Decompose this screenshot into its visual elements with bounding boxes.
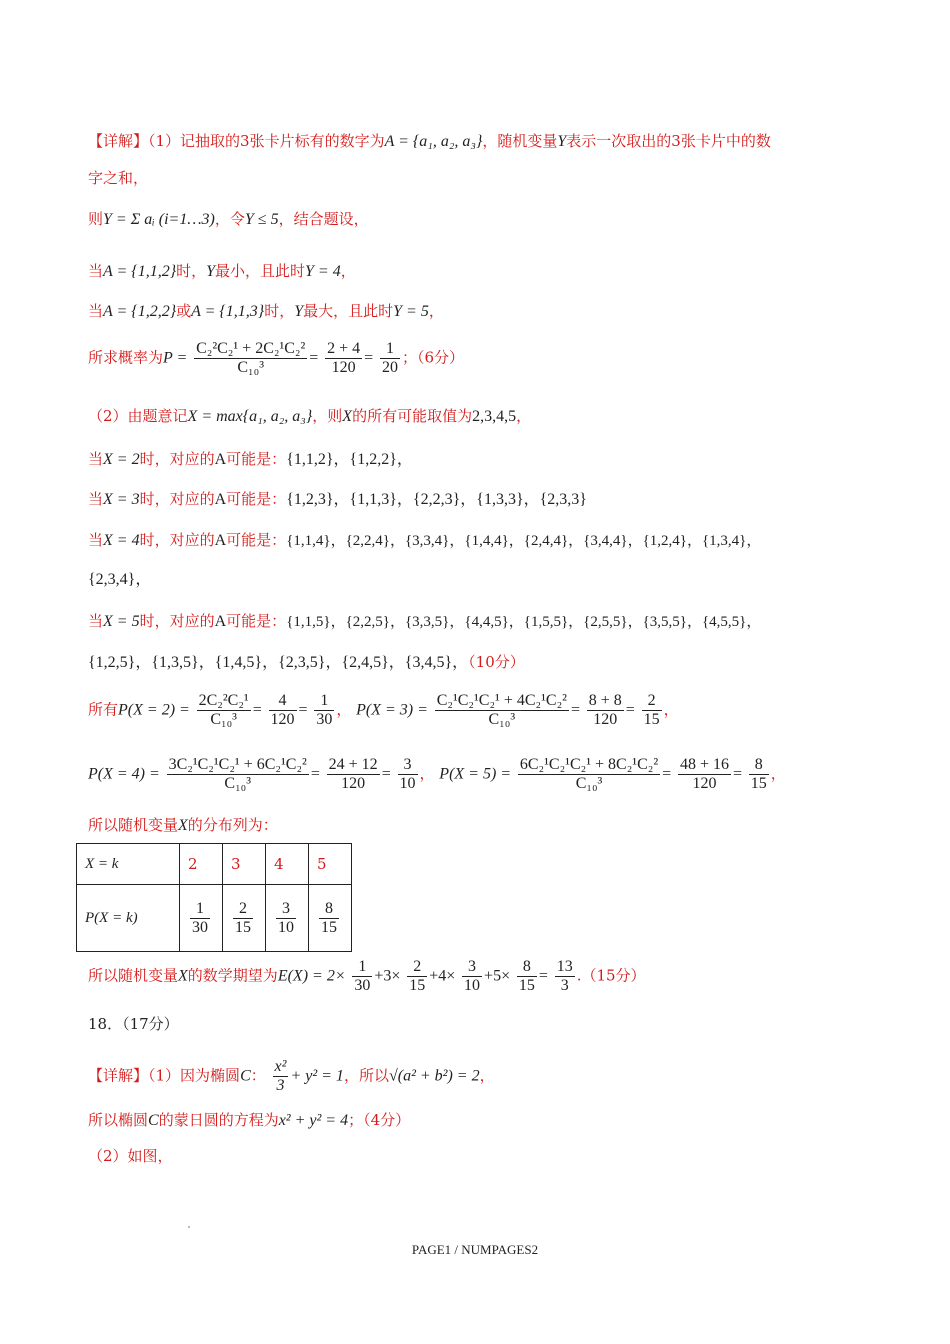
fraction: $\frac{3}{10}$ xyxy=(399,756,416,792)
s1-line-3: 则Y = Σ aᵢ (i=1…3)，令Y ≤ 5，结合题设， xyxy=(88,210,369,228)
fraction: $\frac{48 + 16}{120}$ xyxy=(679,756,729,792)
table-row: X = k 2 3 4 5 xyxy=(77,844,352,885)
fraction: $\frac{8 + 8}{120}$ xyxy=(588,692,622,728)
page-footer: PAGE1 / NUMPAGES2 xyxy=(411,1242,539,1257)
detail-tag: 【详解】 xyxy=(88,132,149,150)
fraction: $\frac{1}{30}$ xyxy=(316,692,333,728)
s1-line-1: 【详解】（1）记抽取的3张卡片标有的数字为A = {a₁, a₂, a₃}，随机变量Y表示一次取出的3张卡片中的数 xyxy=(88,132,771,150)
q18-heading: 18．（17分） xyxy=(88,1015,179,1033)
case-x4: 当X = 4时，对应的A可能是：{1,1,4}，{2,2,4}，{3,3,4}，{1,4,4}，{2,4,4}，{3,4,4}，{1,2,4}，{1,3,4}， xyxy=(88,531,762,549)
case-x3: 当X = 3时，对应的A可能是：{1,2,3}，{1,1,3}，{2,2,3}，{1,3,3}，{2,3,3} xyxy=(88,490,587,508)
case-x5-cont: {1,2,5}，{1,3,5}，{1,4,5}，{2,3,5}，{2,4,5}，{3,4,5}，（10分） xyxy=(88,653,525,671)
dist-intro: 所以随机变量X的分布列为： xyxy=(88,816,278,834)
fraction: $\frac{8}{15}$ xyxy=(750,756,767,792)
table-row: P(X = k) $\frac{1}{30}$ $\frac{2}{15}$ $\frac{3}{10}$ $\frac{8}{15}$ xyxy=(77,885,352,952)
fraction: $\frac{\text{C₂¹C₂¹C₂¹ + 4C₂¹C₂²}}{\text{C₁₀³}}$ xyxy=(436,692,567,728)
fraction: $\frac{\text{3C₂¹C₂¹C₂¹ + 6C₂¹C₂²}}{\text{C₁₀³}}$ xyxy=(168,756,307,792)
sum-formula: Y = Σ aᵢ (i=1…3) xyxy=(103,211,215,228)
fraction: $\frac{\text{2C₂²C₂¹}}{\text{C₁₀³}}$ xyxy=(198,692,249,728)
s1-line-6: 所求概率为P = $\frac{\text{C₂²C₂¹ + 2C₂¹C₂²}}{\text{C₁₀³}}$ = $\frac{2 + 4}{120}$ = $\frac{1}{20}$ ；（6分） xyxy=(88,340,464,376)
case-x4-cont: {2,3,4}， xyxy=(88,571,152,588)
case-x5: 当X = 5时，对应的A可能是：{1,1,5}，{2,2,5}，{3,3,5}，{4,4,5}，{1,5,5}，{2,5,5}，{3,5,5}，{4,5,5}， xyxy=(88,612,762,630)
fraction: $\frac{\text{C₂²C₂¹ + 2C₂¹C₂²}}{\text{C₁₀³}}$ xyxy=(196,340,306,376)
case-x2: 当X = 2时，对应的A可能是：{1,1,2}，{1,2,2}， xyxy=(88,450,413,468)
fraction: $\frac{4}{120}$ xyxy=(270,692,295,728)
s1-line-5: 当A = {1,2,2}或A = {1,1,3}时，Y最大，且此时Y = 5， xyxy=(88,302,444,320)
s1-line-4: 当A = {1,1,2}时，Y最小，且此时Y = 4， xyxy=(88,262,356,280)
prob-line-1: 所有P(X = 2) = $\frac{\text{2C₂²C₂¹}}{\text{C₁₀³}}$ = $\frac{4}{120}$ = $\frac{1}{30}$ ， P(X = 3) = $\frac{\text{C₂¹C₂¹C₂¹ + 4C₂¹C₂²}}{\text{C₁₀³}}$ = $\frac{8 + 8}{120}$ = $\frac{2}{15}$ ， xyxy=(88,692,679,728)
fraction: $\frac{1}{20}$ xyxy=(381,340,398,376)
expectation-line: 所以随机变量X的数学期望为E(X) = 2× $\frac{1}{30}$ +3× $\frac{2}{15}$ +4× $\frac{3}{10}$ +5× $\frac{8}{15}$ = $\frac{13}{3}$ .（15分） xyxy=(88,958,646,994)
set-A: A = {a₁, a₂, a₃} xyxy=(384,133,483,150)
q18-line-1: 【详解】（1）因为椭圆C： $\frac{\text{x²}}{3}$ + y² = 1，所以√(a² + b²) = 2， xyxy=(88,1058,495,1094)
distribution-table xyxy=(76,843,352,952)
fraction: $\frac{2 + 4}{120}$ xyxy=(327,340,361,376)
fraction: $\frac{24 + 12}{120}$ xyxy=(328,756,378,792)
q18-line-2: 所以椭圆C的蒙日圆的方程为x² + y² = 4；（4分） xyxy=(88,1111,411,1129)
fraction: $\frac{2}{15}$ xyxy=(643,692,660,728)
fraction: $\frac{\text{6C₂¹C₂¹C₂¹ + 8C₂¹C₂²}}{\text{C₁₀³}}$ xyxy=(519,756,659,792)
s1-line-2: 字之和， xyxy=(88,169,149,187)
prob-line-2: P(X = 4) = $\frac{\text{3C₂¹C₂¹C₂¹ + 6C₂¹C₂²}}{\text{C₁₀³}}$ = $\frac{24 + 12}{120}$ = $\frac{3}{10}$ ， P(X = 5) = $\frac{\text{6C₂¹C₂¹C₂¹ + 8C₂¹C₂²}}{\text{C₁₀³}}$ = $\frac{48 + 16}{120}$ = $\frac{8}{15}$ ， xyxy=(88,756,786,792)
q18-line-3: （2）如图， xyxy=(88,1147,173,1165)
stray-mark xyxy=(188,1226,190,1228)
s2-line-1: （2）由题意记X = max{a₁, a₂, a₃}，则X的所有可能取值为2,3,4,5， xyxy=(88,407,532,425)
